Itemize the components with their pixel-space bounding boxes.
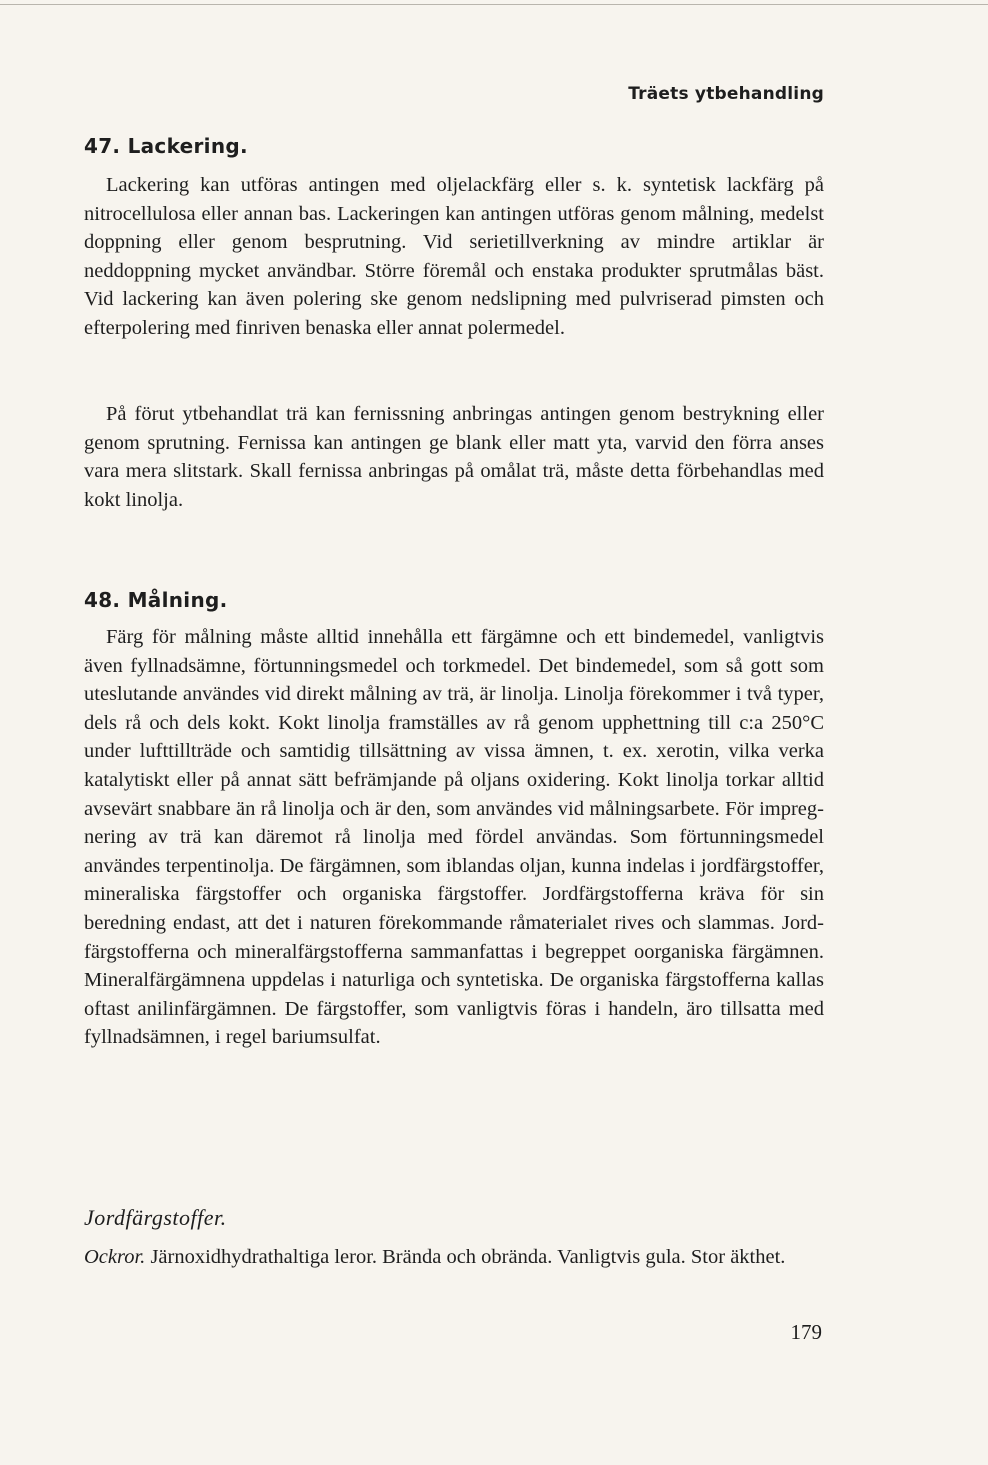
page-number: 179 [790,1320,822,1344]
top-edge-rule [0,4,988,5]
ockror-entry [84,1243,844,1272]
section-47-paragraph-2: På förut ytbehandlat trä kan fernissning anbringas antingen genom bestrykning eller genom sprutning. Fernissa kan antingen ge blank eller matt yta, varvid den förra anses vara mera slitstark. Skall fernissa anbringas på omålat trä, måste detta förbehandlas med kokt linolja. [84,403,824,511]
subsection-heading: Jordfärgstoffer. [84,1205,227,1230]
section-48-paragraph: Färg för målning måste alltid innehålla ett färgämne och ett bindemedel, vanligtvis även fyllnadsämne, förtunningsmedel och torkmedel. Det bindemedel, som så gott som uteslutande användes vid direkt målning av trä, är linolja. Linolja förekommer i två typer, dels rå och dels kokt. Kokt linolja framställes av rå genom upphettning till c:a 250°C under lufttillträde och samtidig tillsättning av vissa ämnen, t. ex. xerotin, vilka verka katalytiskt eller på annat sätt befrämjande på oljans oxidering. Kokt linolja torkar alltid avsevärt snabbare än rå linolja och är den, som användes vid målningsarbete. För impregnering av trä kan däremot rå linolja med fördel användas. Som förtunningsmedel användes terpentinolja. De färgämnen, som iblandas oljan, kunna indelas i jordfärgstoffer, mineraliska färgstoffer och organiska färgstoffer. Jordfärgstofferna kräva för sin beredning endast, att det i naturen förekommande råmaterialet rives och slammas. Jordfärgstofferna och mineralfärgstofferna sammanfattas i begreppet oorganiska färgämnen. Mineralfärgämnena uppdelas i naturliga och syntetiska. De organiska färgstofferna kallas oftast anilinfärgämnen. De färgstoffer, som vanligtvis föras i handeln, äro tillsatta med fyllnadsämnen, i regel bariumsulfat. [84,626,824,1049]
section-48-heading: 48. Målning. [84,588,228,612]
entry-term: Ockror. [84,1246,146,1268]
running-head: Träets ytbehandling [628,84,824,104]
section-47-paragraph-1: Lackering kan utföras antingen med oljelackfärg eller s. k. syntetisk lackfärg på nitrocellulosa eller annan bas. Lackeringen kan antingen utföras genom målning, medelst doppning eller genom besprutning. Vid serietillverkning av mindre artiklar är neddoppning mycket användbar. Större föremål och enstaka produkter sprutmålas bäst. Vid lackering kan även polering ske genom nedslipning med pulvriserad pimsten och efterpolering med finriven benaska eller annat polermedel. [84,174,824,339]
entry-text: Järnoxidhydrathaltiga leror. Brända och obrända. Vanligtvis gula. Stor äkthet. [150,1246,786,1268]
section-47-heading: 47. Lackering. [84,134,248,158]
